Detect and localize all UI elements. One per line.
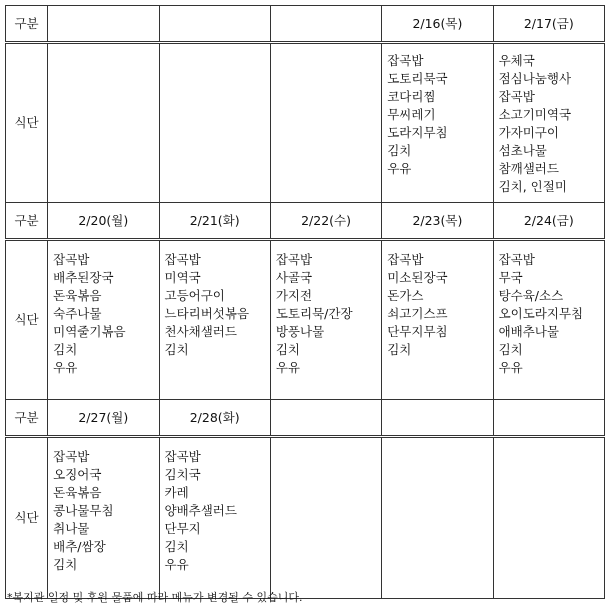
date-cell: 2/20(월) <box>48 203 159 240</box>
menu-item: 우유 <box>275 360 301 375</box>
menu-item: 김치 <box>498 342 523 357</box>
date-cell <box>382 400 493 437</box>
menu-list <box>499 52 604 196</box>
menu-item: 김치, 인절미 <box>498 179 567 194</box>
header-label: 구분 <box>6 6 48 43</box>
date-header-row <box>6 6 605 43</box>
menu-label: 식단 <box>6 43 48 203</box>
date-cell <box>159 6 270 43</box>
menu-item: 김치 <box>164 539 189 554</box>
menu-cell <box>270 43 381 203</box>
menu-item: 천사채샐러드 <box>164 324 237 339</box>
menu-item: 취나물 <box>53 521 90 536</box>
menu-cell <box>493 43 604 203</box>
menu-item: 잡곡밥 <box>164 252 201 267</box>
menu-cell <box>159 240 270 400</box>
menu-list <box>387 52 492 178</box>
menu-item: 소고기미역국 <box>498 107 572 122</box>
header-label: 구분 <box>6 400 48 437</box>
menu-cell <box>159 437 270 599</box>
menu-item: 도토리묵/간장 <box>275 306 353 321</box>
menu-item: 잡곡밥 <box>387 53 424 68</box>
date-cell <box>493 400 604 437</box>
menu-item: 미소된장국 <box>387 270 448 285</box>
menu-row <box>6 437 605 599</box>
menu-list <box>276 251 381 377</box>
date-header-row <box>6 203 605 240</box>
menu-list <box>165 448 270 574</box>
header-label: 구분 <box>6 203 48 240</box>
menu-cell <box>159 43 270 203</box>
date-cell <box>270 6 381 43</box>
menu-item: 우유 <box>498 360 523 375</box>
menu-item: 우유 <box>164 557 189 572</box>
menu-item: 김치 <box>387 143 412 158</box>
menu-item: 배추된장국 <box>53 270 114 285</box>
menu-cell <box>48 437 159 599</box>
menu-item: 김치 <box>53 342 78 357</box>
menu-item: 섬초나물 <box>498 143 547 158</box>
date-cell: 2/17(금) <box>493 6 604 43</box>
menu-item: 도라지무침 <box>387 125 448 140</box>
menu-item: 미역국 <box>164 270 201 285</box>
date-cell: 2/16(목) <box>382 6 493 43</box>
menu-item: 고등어구이 <box>164 288 225 303</box>
menu-item: 쇠고기스프 <box>387 306 448 321</box>
menu-item: 탕수육/소스 <box>498 288 564 303</box>
date-cell <box>270 400 381 437</box>
menu-item: 돈가스 <box>387 288 424 303</box>
date-cell: 2/27(월) <box>48 400 159 437</box>
menu-item: 우유 <box>387 161 412 176</box>
menu-cell <box>382 43 493 203</box>
menu-row <box>6 240 605 400</box>
menu-item: 점심나눔행사 <box>498 71 572 86</box>
menu-item: 돈육볶음 <box>53 288 102 303</box>
menu-cell <box>493 240 604 400</box>
menu-item: 느타리버섯볶음 <box>164 306 250 321</box>
menu-list <box>499 251 604 377</box>
menu-item: 배추/쌈장 <box>53 539 106 554</box>
menu-item: 돈육볶음 <box>53 485 102 500</box>
menu-list <box>165 251 270 359</box>
menu-cell <box>493 437 604 599</box>
date-cell: 2/24(금) <box>493 203 604 240</box>
menu-item: 숙주나물 <box>53 306 102 321</box>
menu-item: 김치 <box>53 557 78 572</box>
menu-item: 방풍나물 <box>275 324 325 339</box>
menu-item: 잡곡밥 <box>498 252 535 267</box>
menu-item: 코다리찜 <box>387 89 436 104</box>
menu-item: 우유 <box>53 360 78 375</box>
menu-item: 오징어국 <box>53 467 102 482</box>
menu-item: 오이도라지무침 <box>498 306 584 321</box>
menu-cell <box>48 240 159 400</box>
date-cell: 2/21(화) <box>159 203 270 240</box>
date-cell <box>48 6 159 43</box>
menu-item: 잡곡밥 <box>53 449 90 464</box>
menu-item: 잡곡밥 <box>387 252 424 267</box>
menu-item: 무국 <box>498 270 523 285</box>
menu-item: 무씨레기 <box>387 107 436 122</box>
menu-item: 잡곡밥 <box>164 449 201 464</box>
menu-item: 김치 <box>275 342 301 357</box>
menu-list <box>387 251 492 359</box>
date-cell: 2/28(화) <box>159 400 270 437</box>
menu-item: 도토리묵국 <box>387 71 448 86</box>
menu-cell <box>382 437 493 599</box>
menu-item: 잡곡밥 <box>53 252 90 267</box>
menu-cell <box>270 437 381 599</box>
menu-item: 김치국 <box>164 467 201 482</box>
footnote: *복지관 일정 및 후원 물품에 따라 메뉴가 변경될 수 있습니다. <box>7 591 303 604</box>
menu-item: 김치 <box>164 342 189 357</box>
menu-item: 미역줄기볶음 <box>53 324 126 339</box>
weekly-menu-table <box>5 5 605 599</box>
menu-item: 애배추나물 <box>498 324 559 339</box>
menu-cell <box>48 43 159 203</box>
menu-item: 사골국 <box>275 270 313 285</box>
menu-item: 양배추샐러드 <box>164 503 237 518</box>
menu-label: 식단 <box>6 437 48 599</box>
date-cell: 2/23(목) <box>382 203 493 240</box>
menu-item: 가자미구이 <box>498 125 559 140</box>
menu-cell <box>382 240 493 400</box>
menu-item: 김치 <box>387 342 412 357</box>
date-header-row <box>6 400 605 437</box>
menu-item: 카레 <box>164 485 189 500</box>
menu-item: 콩나물무침 <box>53 503 114 518</box>
menu-label: 식단 <box>6 240 48 400</box>
menu-item: 참깨샐러드 <box>498 161 559 176</box>
menu-item: 잡곡밥 <box>275 252 313 267</box>
date-cell: 2/22(수) <box>270 203 381 240</box>
menu-list <box>53 448 158 574</box>
menu-row <box>6 43 605 203</box>
menu-item: 우체국 <box>498 53 535 68</box>
menu-item: 단무지 <box>164 521 201 536</box>
menu-item: 가지전 <box>275 288 313 303</box>
menu-item: 잡곡밥 <box>498 89 535 104</box>
menu-item: 단무지무침 <box>387 324 448 339</box>
menu-list <box>53 251 158 377</box>
menu-cell <box>270 240 381 400</box>
